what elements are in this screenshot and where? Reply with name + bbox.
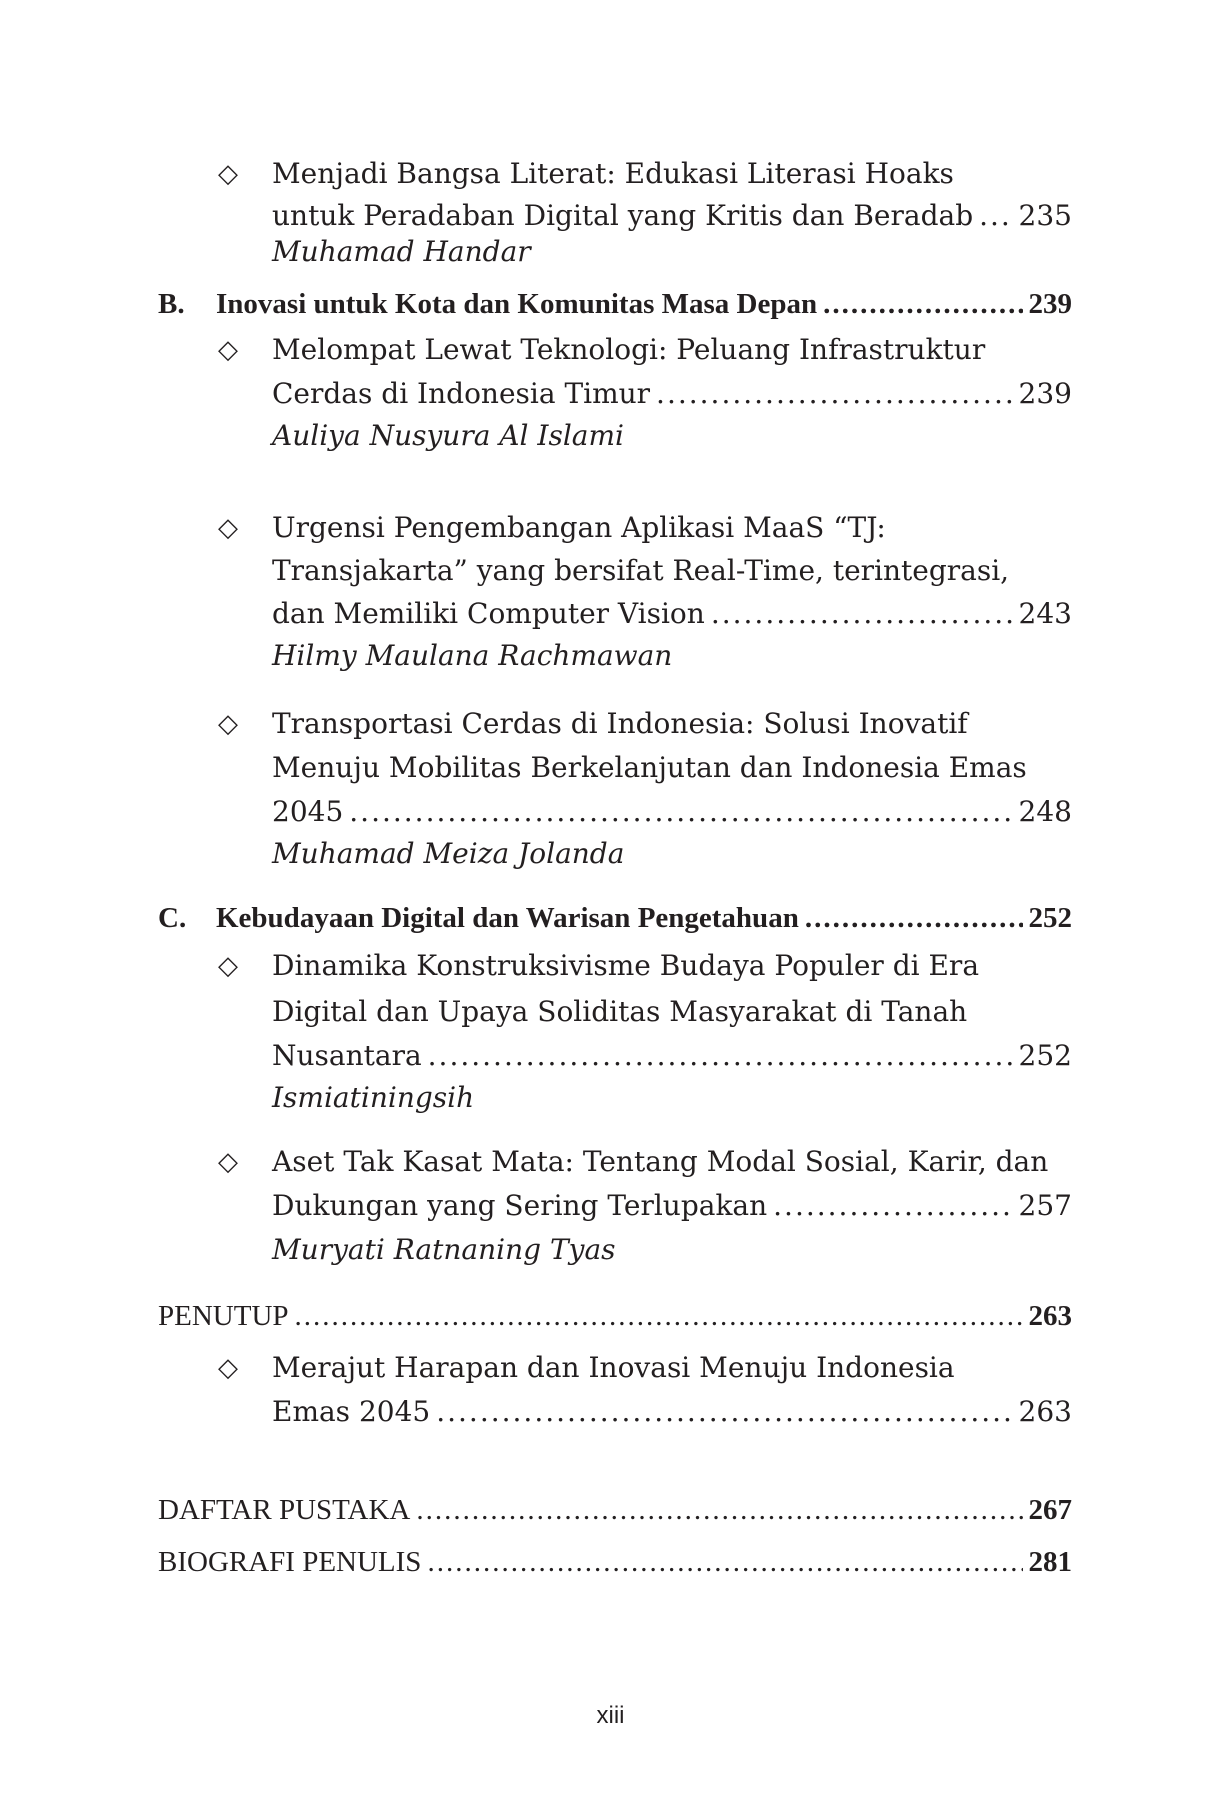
page-number: 235: [1018, 199, 1072, 232]
toc-entry-line[interactable]: [272, 1034, 1072, 1078]
entry-author: Ismiatiningsih: [272, 1081, 475, 1114]
entry-title-text: Digital dan Upaya Soliditas Masyarakat di Tanah: [272, 995, 968, 1028]
diamond-bullet-icon: ◇: [218, 159, 238, 189]
section-title: BIOGRAFI PENULIS: [158, 1546, 422, 1578]
toc-entry-line: [272, 328, 1072, 372]
entry-title-text: Nusantara: [272, 1039, 422, 1072]
entry-title-text: Menjadi Bangsa Literat: Edukasi Literasi Hoaks: [272, 157, 954, 190]
page-number: 248: [1018, 795, 1072, 828]
dot-leader: [436, 1390, 1012, 1434]
page-number: 252: [1018, 1039, 1072, 1072]
dot-leader: [427, 1540, 1022, 1584]
toc-section-line[interactable]: [158, 1540, 1072, 1584]
page-number: 252: [1028, 902, 1072, 934]
page-number: 257: [1018, 1189, 1072, 1222]
page-number: 263: [1028, 1300, 1072, 1332]
page-folio: xiii: [596, 1702, 625, 1729]
dot-leader: [656, 372, 1013, 416]
entry-author: Hilmy Maulana Rachmawan: [272, 639, 673, 672]
toc-entry-line: [272, 152, 1072, 196]
entry-author: Muryati Ratnaning Tyas: [272, 1233, 616, 1266]
page-number: 239: [1028, 288, 1072, 320]
dot-leader: [428, 1034, 1013, 1078]
toc-section-line[interactable]: [158, 1294, 1072, 1338]
entry-title-text: untuk Peradaban Digital yang Kritis dan Beradab: [272, 199, 974, 232]
entry-title-text: Dinamika Konstruksivisme Budaya Populer di Era: [272, 949, 980, 982]
dot-leader: [823, 282, 1022, 326]
section-title: Inovasi untuk Kota dan Komunitas Masa Depan: [216, 288, 818, 320]
diamond-bullet-icon: ◇: [218, 1147, 238, 1177]
diamond-bullet-icon: ◇: [218, 1353, 238, 1383]
section-title: DAFTAR PUSTAKA: [158, 1494, 411, 1526]
entry-title-text: Cerdas di Indonesia Timur: [272, 377, 651, 410]
diamond-bullet-icon: ◇: [218, 709, 238, 739]
entry-author: Muhamad Meiza Jolanda: [272, 837, 625, 870]
dot-leader: [416, 1488, 1022, 1532]
page-number: 263: [1018, 1395, 1072, 1428]
diamond-bullet-icon: ◇: [218, 951, 238, 981]
page-number: 239: [1018, 377, 1072, 410]
section-letter: B.: [158, 288, 185, 320]
toc-entry-line: [272, 1140, 1072, 1184]
toc-entry-line[interactable]: [272, 1390, 1072, 1434]
toc-section-line[interactable]: [216, 282, 1072, 326]
entry-title-text: dan Memiliki Computer Vision: [272, 597, 705, 630]
toc-entry-line: [272, 506, 1072, 550]
section-title: Kebudayaan Digital dan Warisan Pengetahuan: [216, 902, 799, 934]
dot-leader: [773, 1184, 1012, 1228]
toc-section-line[interactable]: [216, 896, 1072, 940]
diamond-bullet-icon: ◇: [218, 513, 238, 543]
page-number: 267: [1028, 1494, 1072, 1526]
toc-entry-line: [272, 746, 1072, 790]
toc-entry-line: [272, 549, 1072, 593]
entry-title-text: Dukungan yang Sering Terlupakan: [272, 1189, 768, 1222]
entry-title-text: Urgensi Pengembangan Aplikasi MaaS “TJ:: [272, 511, 886, 544]
entry-title-text: Transportasi Cerdas di Indonesia: Solusi Inovatif: [272, 707, 968, 740]
toc-entry-line: [272, 1346, 1072, 1390]
toc-entry-line: [272, 944, 1072, 988]
dot-leader: [295, 1294, 1023, 1338]
toc-entry-line: [272, 990, 1072, 1034]
entry-title-text: Merajut Harapan dan Inovasi Menuju Indonesia: [272, 1351, 955, 1384]
entry-title-text: Menuju Mobilitas Berkelanjutan dan Indonesia Emas: [272, 751, 1027, 784]
dot-leader: [349, 790, 1012, 834]
entry-title-text: 2045: [272, 795, 344, 828]
entry-title-text: Melompat Lewat Teknologi: Peluang Infrastruktur: [272, 333, 986, 366]
toc-entry-line[interactable]: [272, 790, 1072, 834]
entry-author: Muhamad Handar: [272, 235, 531, 268]
entry-title-text: Transjakarta” yang bersifat Real-Time, terintegrasi,: [272, 554, 1010, 587]
toc-entry-line[interactable]: [272, 592, 1072, 636]
page-number: 243: [1018, 597, 1072, 630]
entry-title-text: Emas 2045: [272, 1395, 431, 1428]
section-title: PENUTUP: [158, 1300, 289, 1332]
dot-leader: [805, 896, 1023, 940]
section-letter: C.: [158, 902, 187, 934]
diamond-bullet-icon: ◇: [218, 335, 238, 365]
dot-leader: [711, 592, 1013, 636]
toc-entry-line: [272, 702, 1072, 746]
dot-leader: [979, 194, 1012, 238]
page-number: 281: [1028, 1546, 1072, 1578]
toc-entry-line[interactable]: [272, 1184, 1072, 1228]
toc-entry-line[interactable]: [272, 372, 1072, 416]
entry-title-text: Aset Tak Kasat Mata: Tentang Modal Sosial, Karir, dan: [272, 1145, 1049, 1178]
entry-author: Auliya Nusyura Al Islami: [272, 419, 624, 452]
toc-section-line[interactable]: [158, 1488, 1072, 1532]
